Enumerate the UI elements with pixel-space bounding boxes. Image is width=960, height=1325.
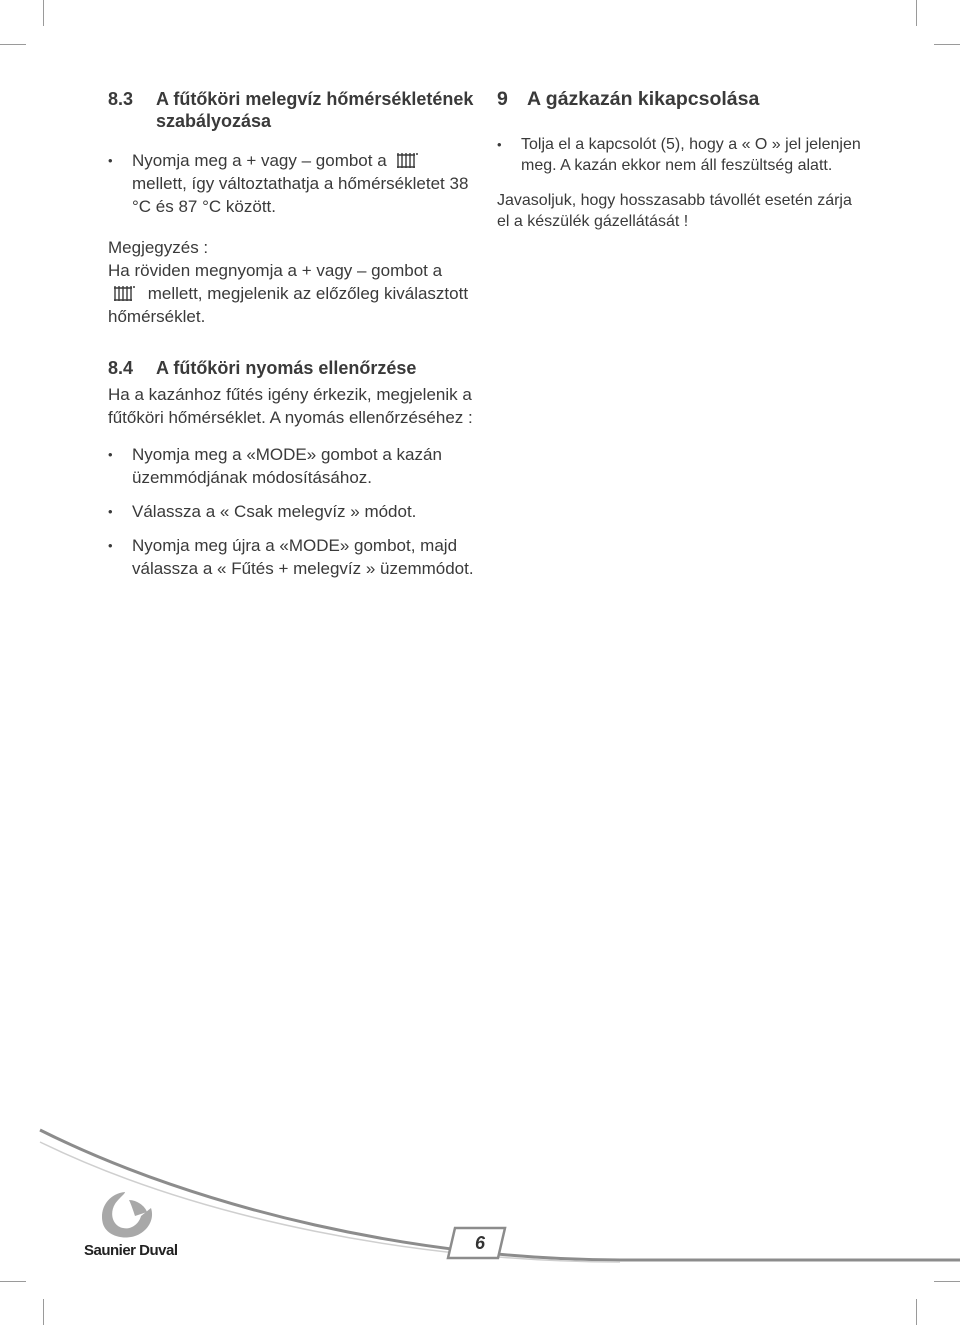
list-item: • Tolja el a kapcsolót (5), hogy a « O » jel jelenjen meg. A kazán ekkor nem áll feszültség alatt. [497, 134, 867, 176]
note-text-post: mellett, megjelenik az előzőleg kiválasztott hőmérséklet. [108, 284, 469, 326]
note-text [108, 259, 478, 328]
radiator-icon [113, 285, 135, 302]
crop-mark-bottom-left-v [43, 1299, 44, 1325]
section-8-4 [108, 357, 478, 580]
section-8-3-heading [108, 88, 478, 132]
section-8-4-heading [108, 357, 478, 379]
section-9-heading [497, 88, 867, 110]
radiator-icon [396, 152, 418, 169]
left-column [108, 88, 478, 580]
section-number: 9 [497, 88, 508, 110]
crop-mark-top-right-v [916, 0, 917, 26]
bullet-text-post: mellett, így változtathatja a hőmérsékletet 38 °C és 87 °C között. [132, 174, 469, 216]
section-9-advice: Javasoljuk, hogy hosszasabb távollét esetén zárja el a készülék gázellátását ! [497, 192, 852, 230]
section-title: A fűtőköri nyomás ellenőrzése [156, 358, 417, 378]
crop-mark-top-right-h [934, 44, 960, 45]
section-title: A fűtőköri melegvíz hőmérsékletének szabályozása [156, 89, 474, 131]
bullet-text-pre: Nyomja meg a + vagy – gombot a [132, 151, 387, 170]
saunier-duval-bird-logo [95, 1190, 159, 1242]
right-column [497, 88, 867, 232]
section-8-4-intro: Ha a kazánhoz fűtés igény érkezik, megjelenik a fűtőköri hőmérséklet. A nyomás ellenőrzéséhez : [108, 385, 473, 427]
crop-mark-bottom-right-v [916, 1299, 917, 1325]
page-number: 6 [474, 1233, 485, 1253]
brand-name: Saunier Duval [84, 1242, 178, 1259]
list-item [108, 149, 478, 218]
section-8-3 [108, 88, 478, 328]
list-item: • Válassza a « Csak melegvíz » módot. [108, 500, 478, 523]
crop-mark-bottom-right-h [934, 1281, 960, 1282]
section-8-4-list [108, 443, 478, 580]
list-item: • Nyomja meg újra a «MODE» gombot, majd válassza a « Fűtés + melegvíz » üzemmódot. [108, 534, 478, 580]
crop-mark-bottom-left-h [0, 1281, 26, 1282]
crop-mark-top-left-h [0, 44, 26, 45]
section-9-list [497, 134, 867, 176]
section-number: 8.3 [108, 89, 134, 109]
section-8-3-list [108, 149, 478, 218]
section-title: A gázkazán kikapcsolása [527, 88, 760, 110]
list-item: • Nyomja meg a «MODE» gombot a kazán üzemmódjának módosításához. [108, 443, 478, 489]
note-text-pre: Ha röviden megnyomja a + vagy – gombot a [108, 261, 443, 280]
note-label: Megjegyzés : [108, 238, 209, 257]
section-number: 8.4 [108, 358, 134, 378]
crop-mark-top-left-v [43, 0, 44, 26]
